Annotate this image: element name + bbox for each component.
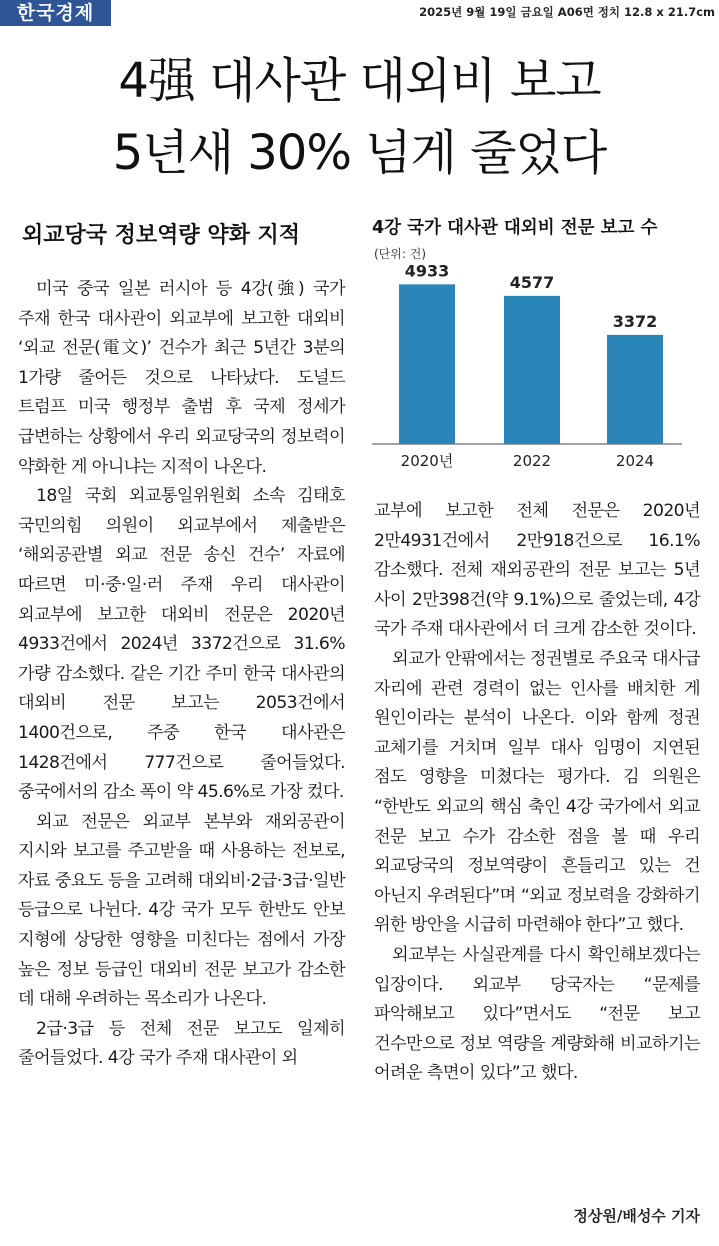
data-label-2: 3372 [612, 311, 658, 331]
article-paragraph: 미국 중국 일본 러시아 등 4강(強) 국가 주재 한국 대사관이 외교부에 보고한 대외비 ‘외교 전문(電文)’ 건수가 최근 5년간 3분의 1가량 줄어든 것으로 나타났다. 도널드 트럼프 미국 행정부 출범 후 국제 정세가 급변하는 상황에서 우리 외교당국의 정보력이 약화한 게 아니냐는 지적이 나온다. [18, 279, 345, 477]
bar-2 [607, 335, 663, 444]
article-column-right [374, 497, 700, 1089]
article-paragraph: 2급·3급 등 전체 전문 보고도 일제히 줄어들었다. 4강 국가 주재 대사관이 외 [18, 1018, 345, 1069]
chart-title: 4강 국가 대사관 대외비 전문 보고 수 [372, 218, 658, 238]
data-label-0: 4933 [404, 262, 450, 281]
data-label-1: 4577 [509, 272, 555, 292]
article-paragraph: 18일 국회 외교통일위원회 소속 김태호 국민의힘 의원이 외교부에서 제출받은 ‘해외공관별 외교 전문 송신 건수’ 자료에 따르면 미·중·일·러 주재 우리 대사관이 외교부에 보고한 대외비 전문은 2020년 4933건에서 2024년 3372건으로 31.6%가량 감소했다. 같은 기간 주미 한국 대사관의 대외비 전문 보고는 2053건에서 1400건으로, 주중 한국 대사관은 1428건에서 777건으로 줄어들었다. 중국에서의 감소 폭이 약 45.6%로 가장 컸다. [18, 486, 345, 803]
article-paragraph: 외교 전문은 외교부 본부와 재외공관이 지시와 보고를 주고받을 때 사용하는 전보로, 자료 중요도 등을 고려해 대외비·2급·3급·일반 등급으로 나뉜다. 4강 국가 모두 한반도 안보 지형에 상당한 영향을 미친다는 점에서 가장 높은 정보 등급인 대외비 전문 보고가 감소한 데 대해 우려하는 목소리가 나온다. [18, 811, 345, 1010]
masthead [0, 0, 719, 26]
x-tick-label-1: 2022 [512, 452, 552, 470]
x-tick-label-2: 2024 [615, 452, 655, 470]
byline: 정상원/배성수 기자 [573, 1207, 700, 1225]
article-column-left [18, 275, 345, 1074]
bar-0 [399, 284, 455, 444]
headline-line-1: 4强 대사관 대외비 보고 [118, 53, 601, 109]
newspaper-logo: 한국경제 [0, 0, 111, 26]
bar-chart [372, 214, 702, 484]
subhead: 외교당국 정보역량 약화 지적 [22, 223, 301, 248]
chart-unit: (단위: 건) [374, 247, 426, 261]
article-paragraph: 교부에 보고한 전체 전문은 2020년 2만4931건에서 2만918건으로 16.1% 감소했다. 전체 재외공관의 전문 보고는 5년 사이 2만398건(약 9.1%)으로 줄었는데, 4강 국가 주재 대사관에서 더 크게 감소한 것이다. [374, 501, 700, 640]
headline-line-2: 5년새 30% 넘게 줄었다 [112, 125, 607, 181]
edition-info: 2025년 9월 19일 금요일 A06면 정치 12.8 x 21.7cm [419, 5, 715, 19]
article-paragraph: 외교부는 사실관계를 다시 확인해보겠다는 입장이다. 외교부 당국자는 “문제를 파악해보고 있다”면서도 “전문 보고 건수만으로 정보 역량을 계량화해 비교하기는 어려운 측면이 있다”고 했다. [374, 944, 700, 1084]
x-tick-label-0: 2020년 [400, 452, 454, 470]
article-paragraph: 외교가 안팎에서는 정권별로 주요국 대사급 자리에 관련 경력이 없는 인사를 배치한 게 원인이라는 분석이 나온다. 이와 함께 정권 교체기를 거치며 일부 대사 임명이 지연된 점도 영향을 미쳤다는 평가다. 김 의원은 “한반도 외교의 핵심 축인 4강 국가에서 외교 전문 보고 수가 감소한 점을 볼 때 우리 외교당국의 정보역량이 흔들리고 있는 건 아닌지 우려된다”며 “외교 정보력을 강화하기 위한 방안을 시급히 마련해야 한다”고 했다. [374, 648, 700, 936]
chart-plot [372, 262, 702, 484]
bar-1 [504, 296, 560, 444]
